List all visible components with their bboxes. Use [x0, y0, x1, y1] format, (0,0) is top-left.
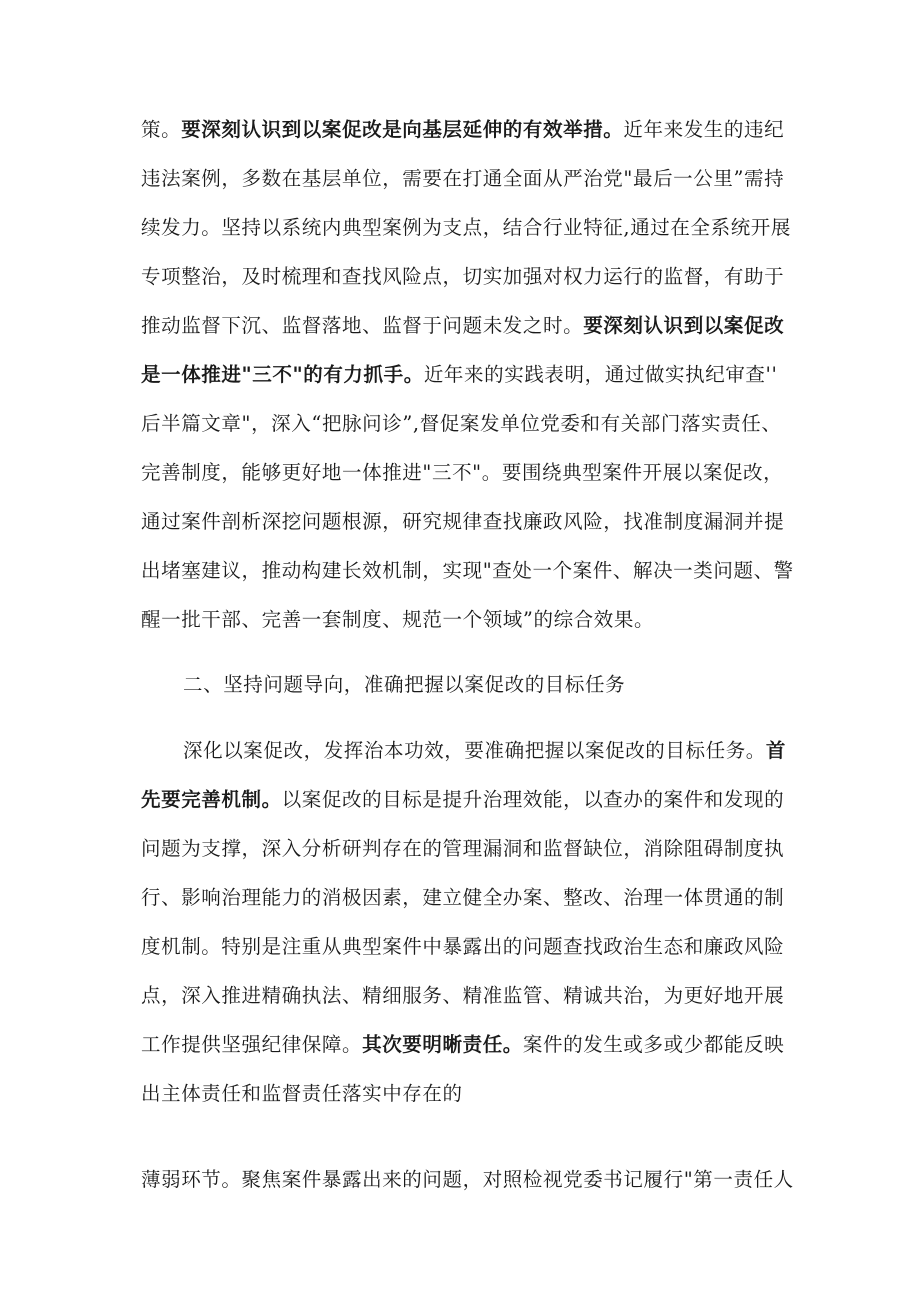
paragraph-2-line-3: 问题为支撑，深入分析研判存在的管理漏洞和监督缺位，消除阻碍制度执	[141, 837, 785, 860]
paragraph-2-line-6: 点，深入推进精确执法、精细服务、精准监管、精诚共治，为更好地开展	[141, 984, 785, 1007]
section-heading: 二、坚持问题导向，准确把握以案促改的目标任务	[183, 673, 626, 696]
paragraph-1-line-1: 策。要深刻认识到以案促改是向基层延伸的有效举措。近年来发生的违纪	[141, 118, 785, 141]
paragraph-2-line-2: 先要完善机制。以案促改的目标是提升治理效能，以查办的案件和发现的	[141, 788, 785, 811]
paragraph-2-line-4: 行、影响治理能力的消极因素，建立健全办案、整改、治理一体贯通的制	[141, 886, 785, 909]
paragraph-2-line-5: 度机制。特别是注重从典型案件中暴露出的问题查找政治生态和廉政风险	[141, 935, 785, 958]
paragraph-1-line-6: 是一体推进"三不"的有力抓手。近年来的实践表明，通过做实执纪审查''	[141, 363, 778, 386]
paragraph-2-line-8: 出主体责任和监督责任落实中存在的	[141, 1082, 463, 1105]
paragraph-3-line-1: 薄弱环节。聚焦案件暴露出来的问题，对照检视党委书记履行"第一责任人	[141, 1168, 794, 1191]
paragraph-1-line-3: 续发力。坚持以系统内典型案例为支点，结合行业特征,通过在全系统开展	[141, 216, 791, 239]
paragraph-1-line-2: 违法案例，多数在基层单位，需要在打通全面从严治党"最后一公里”需持	[141, 167, 785, 190]
paragraph-1-line-4: 专项整治，及时梳理和查找风险点，切实加强对权力运行的监督，有助于	[141, 265, 785, 288]
paragraph-1-line-11: 醒一批干部、完善一套制度、规范一个领域”的综合效果。	[141, 608, 655, 631]
paragraph-1-line-10: 出堵塞建议，推动构建长效机制，实现"查处一个案件、解决一类问题、警	[141, 559, 794, 582]
paragraph-2-line-7: 工作提供坚强纪律保障。其次要明晰责任。案件的发生或多或少都能反映	[141, 1033, 785, 1056]
paragraph-1-line-9: 通过案件剖析深挖问题根源，研究规律查找廉政风险，找准制度漏洞并提	[141, 510, 785, 533]
paragraph-2-line-1: 深化以案促改，发挥治本功效，要准确把握以案促改的目标任务。首	[183, 739, 787, 762]
paragraph-1-line-8: 完善制度，能够更好地一体推进"三不"。要围绕典型案件开展以案促改，	[141, 461, 784, 484]
paragraph-1-line-7: 后半篇文章"，深入“把脉问诊”,督促案发单位党委和有关部门落实责任、	[141, 412, 782, 435]
paragraph-1-line-5: 推动监督下沉、监督落地、监督于问题未发之时。要深刻认识到以案促改	[141, 314, 785, 337]
